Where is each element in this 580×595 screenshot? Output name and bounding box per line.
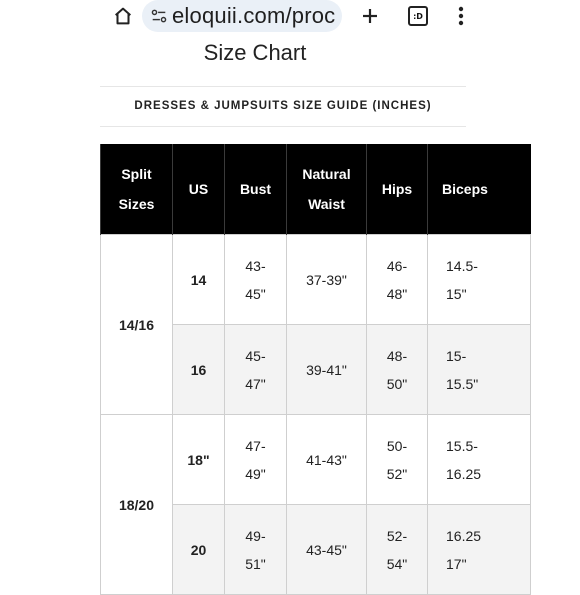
waist-cell: 41-43" [287, 415, 367, 505]
us-size-cell: 20 [173, 505, 225, 595]
bust-cell: 45- 47" [225, 325, 287, 415]
size-table [100, 144, 531, 595]
plus-icon [360, 6, 380, 26]
site-settings-icon[interactable] [146, 0, 172, 32]
us-size-cell: 16 [173, 325, 225, 415]
divider [100, 86, 466, 87]
hips-cell: 52- 54" [367, 505, 428, 595]
page-content [100, 38, 488, 580]
bust-cell: 49- 51" [225, 505, 287, 595]
split-size-cell: 14/16 [101, 235, 173, 415]
hips-cell: 46- 48" [367, 235, 428, 325]
divider [100, 126, 466, 127]
biceps-cell: 15.5- 16.25 [428, 415, 531, 505]
split-size-cell: 18/20 [101, 415, 173, 595]
header-biceps: Biceps [428, 144, 531, 235]
table-header-row [101, 144, 531, 235]
hips-cell: 48- 50" [367, 325, 428, 415]
table-row [101, 415, 531, 505]
new-tab-button[interactable] [355, 2, 385, 30]
home-button[interactable] [108, 2, 138, 30]
more-menu-button[interactable] [446, 2, 476, 30]
address-bar[interactable] [142, 0, 342, 32]
us-size-cell: 18" [173, 415, 225, 505]
us-size-cell: 14 [173, 235, 225, 325]
url-text: eloquii.com/proc [172, 3, 336, 28]
more-vert-icon [457, 5, 465, 27]
waist-cell: 39-41" [287, 325, 367, 415]
table-row [101, 235, 531, 325]
hips-cell: 50- 52" [367, 415, 428, 505]
size-guide-title: DRESSES & JUMPSUITS SIZE GUIDE (INCHES) [134, 100, 432, 112]
bust-cell: 47- 49" [225, 415, 287, 505]
biceps-cell: 15- 15.5" [428, 325, 531, 415]
page-title: Size Chart [203, 40, 307, 65]
waist-cell: 43-45" [287, 505, 367, 595]
biceps-cell: 16.25 17" [428, 505, 531, 595]
header-us: US [173, 144, 225, 235]
biceps-cell: 14.5- 15" [428, 235, 531, 325]
waist-cell: 37-39" [287, 235, 367, 325]
tab-switcher-button[interactable] [403, 2, 433, 30]
size-table-scroll[interactable] [100, 144, 488, 580]
header-natural-waist: Natural Waist [287, 144, 367, 235]
home-icon [112, 5, 134, 27]
header-split-sizes: Split Sizes [101, 144, 173, 235]
tab-count-icon: :D [408, 6, 428, 26]
browser-toolbar [0, 0, 580, 36]
header-hips: Hips [367, 144, 428, 235]
bust-cell: 43- 45" [225, 235, 287, 325]
header-bust: Bust [225, 144, 287, 235]
